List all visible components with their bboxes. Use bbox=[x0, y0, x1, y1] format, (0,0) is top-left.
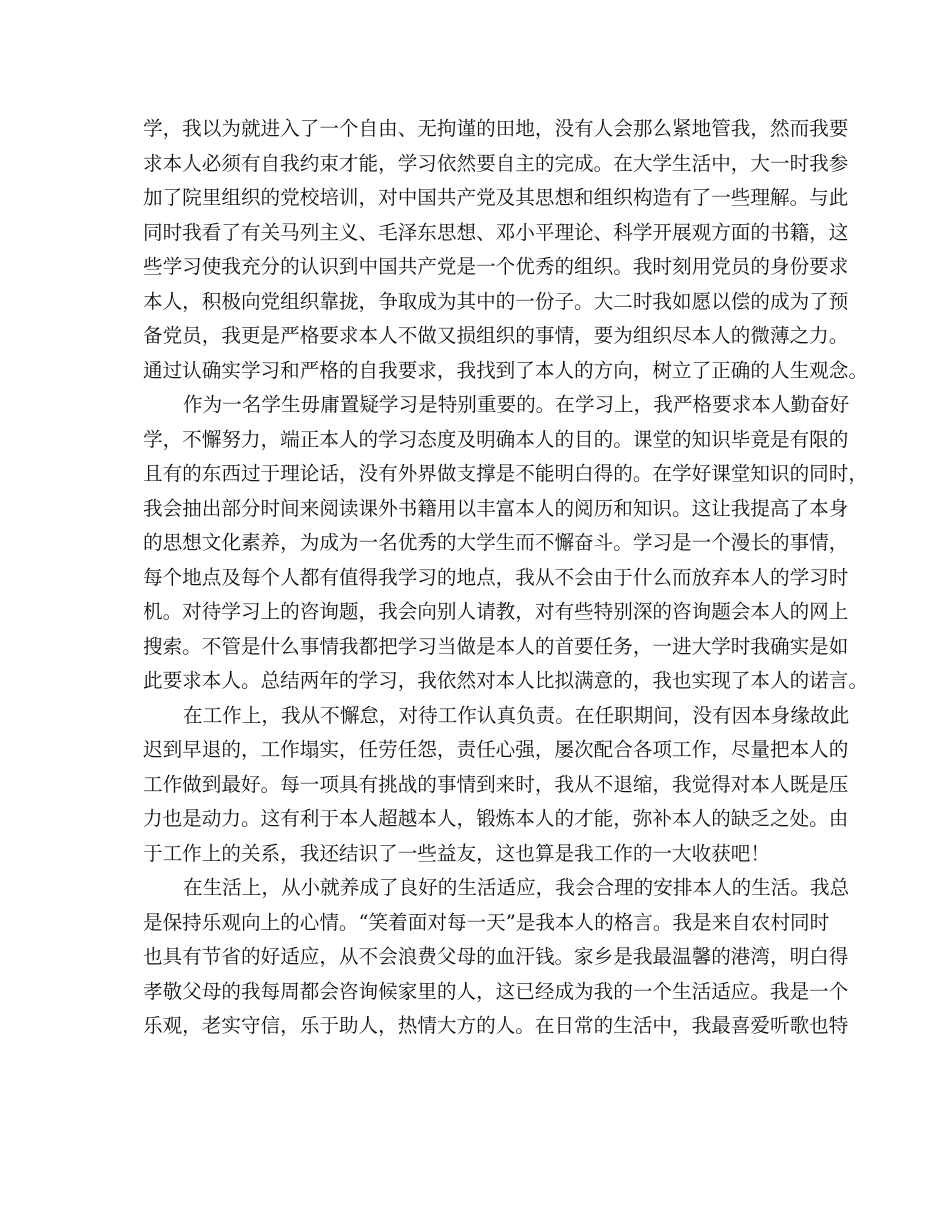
text-line: 也具有节省的好适应，从不会浪费父母的血汗钱。家乡是我最温馨的港湾，明白得 bbox=[143, 945, 849, 968]
text-line: 求本人必须有自我约束才能，学习依然要自主的完成。在大学生活中，大一时我参 bbox=[143, 151, 849, 175]
text-line: 迟到早退的，工作塌实，任劳任怨，责任心强，屡次配合各项工作，尽量把本人的 bbox=[143, 738, 849, 761]
text-line: 学，不懈努力，端正本人的学习态度及明确本人的目的。课堂的知识毕竟是有限的 bbox=[143, 427, 849, 451]
text-line: 于工作上的关系，我还结识了一些益友，这也算是我工作的一大收获吧！ bbox=[143, 841, 770, 865]
text-line: 力也是动力。这有利于本人超越本人，锻炼本人的才能，弥补本人的缺乏之处。由 bbox=[143, 807, 849, 830]
text-line: 搜索。不管是什么事情我都把学习当做是本人的首要任务，一进大学时我确实是如 bbox=[143, 634, 849, 658]
paragraph-first-line: 在生活上，从小就养成了良好的生活适应，我会合理的安排本人的生活。我总 bbox=[183, 876, 850, 899]
paragraph-first-line: 作为一名学生毋庸置疑学习是特别重要的。在学习上，我严格要求本人勤奋好 bbox=[183, 393, 850, 416]
text-line: 是保持乐观向上的心情。“笑着面对每一天”是我本人的格言。我是来自农村同时 bbox=[143, 910, 830, 934]
text-line: 孝敬父母的我每周都会咨询候家里的人，这已经成为我的一个生活适应。我是一个 bbox=[143, 979, 849, 1003]
text-line: 且有的东西过于理论话，没有外界做支撑是不能明白得的。在学好课堂知识的同时， bbox=[143, 462, 868, 485]
text-line: 同时我看了有关马列主义、毛泽东思想、邓小平理论、科学开展观方面的书籍，这 bbox=[143, 220, 849, 244]
text-line: 通过认确实学习和严格的自我要求，我找到了本人的方向，树立了正确的人生观念。 bbox=[143, 358, 868, 382]
text-line: 每个地点及每个人都有值得我学习的地点，我从不会由于什么而放弃本人的学习时 bbox=[143, 565, 849, 589]
text-line: 本人，积极向党组织靠拢，争取成为其中的一份子。大二时我如愿以偿的成为了预 bbox=[143, 289, 849, 313]
text-line: 机。对待学习上的咨询题，我会向别人请教，对有些特别深的咨询题会本人的网上 bbox=[143, 600, 849, 623]
text-line: 学，我以为就进入了一个自由、无拘谨的田地，没有人会那么紧地管我，然而我要 bbox=[143, 117, 849, 140]
text-line: 些学习使我充分的认识到中国共产党是一个优秀的组织。我时刻用党员的身份要求 bbox=[143, 255, 849, 278]
text-line: 此要求本人。总结两年的学习，我依然对本人比拟满意的，我也实现了本人的诺言。 bbox=[143, 669, 868, 692]
text-line: 乐观，老实守信，乐于助人，热情大方的人。在日常的生活中，我最喜爱听歌也特 bbox=[143, 1014, 849, 1037]
text-line: 备党员，我更是严格要求本人不做又损组织的事情，要为组织尽本人的微薄之力。 bbox=[143, 324, 849, 347]
text-line: 工作做到最好。每一项具有挑战的事情到来时，我从不退缩，我觉得对本人既是压 bbox=[143, 772, 849, 796]
text-line: 加了院里组织的党校培训，对中国共产党及其思想和组织构造有了一些理解。与此 bbox=[143, 186, 849, 209]
text-line: 的思想文化素养，为成为一名优秀的大学生而不懈奋斗。学习是一个漫长的事情， bbox=[143, 531, 849, 554]
text-line: 我会抽出部分时间来阅读课外书籍用以丰富本人的阅历和知识。这让我提高了本身 bbox=[143, 496, 849, 520]
paragraph-first-line: 在工作上，我从不懈怠，对待工作认真负责。在任职期间，没有因本身缘故此 bbox=[183, 703, 850, 727]
document-body bbox=[143, 112, 868, 1044]
